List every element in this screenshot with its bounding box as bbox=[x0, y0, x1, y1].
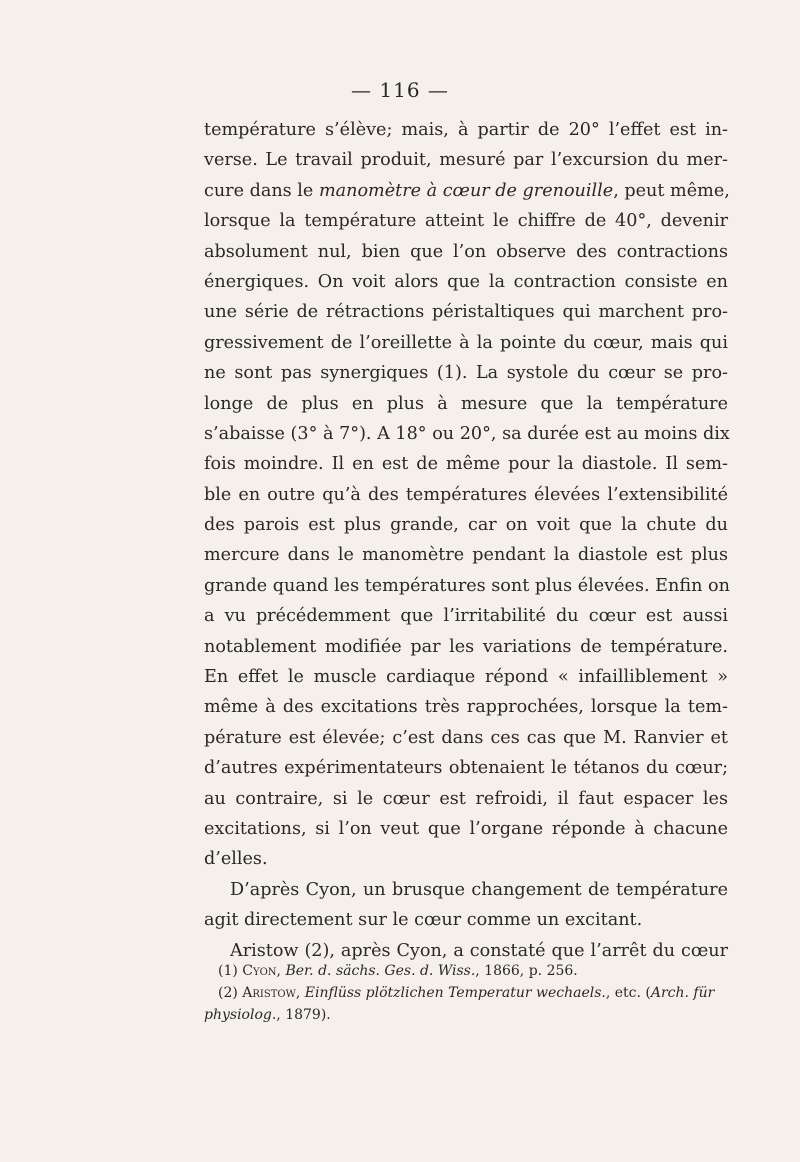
footnote-text: , 1866, p. 256. bbox=[475, 963, 578, 979]
footnote-number: (1) bbox=[218, 963, 243, 979]
text-line: des parois est plus grande, car on voit que la chute du bbox=[204, 515, 728, 536]
text-line: mercure dans le manomètre pendant la diastole est plus bbox=[204, 545, 728, 566]
text-line: même à des excitations très rapprochées, lorsque la tem- bbox=[204, 697, 728, 718]
text-line: lorsque la température atteint le chiffre de 40°, devenir bbox=[204, 211, 728, 232]
text-line: verse. Le travail produit, mesuré par l’excursion du mer- bbox=[204, 150, 728, 171]
text-line: longe de plus en plus à mesure que la température bbox=[204, 393, 728, 414]
text-line: agit directement sur le cœur comme un excitant. bbox=[204, 910, 643, 931]
footnote-text: , 1879). bbox=[276, 1007, 331, 1023]
footnote-journal: Arch. für bbox=[650, 985, 715, 1001]
footnote-journal: physiolog. bbox=[204, 1007, 277, 1023]
footnotes bbox=[204, 960, 732, 1026]
page-number: — 116 — bbox=[351, 78, 449, 102]
footnote-title: Einflüss plötzlichen Temperatur wechaels. bbox=[304, 985, 606, 1001]
footnote-text: , bbox=[276, 963, 286, 979]
text-line: température s’élève; mais, à partir de 20° l’effet est in- bbox=[204, 120, 728, 140]
footnote-author: Cyon bbox=[242, 963, 277, 979]
text-line: D’après Cyon, un brusque changement de température bbox=[230, 879, 728, 900]
italic-term: manomètre à cœur de grenouille bbox=[318, 180, 614, 201]
text-line: gressivement de l’oreillette à la pointe du cœur, mais qui bbox=[204, 332, 728, 353]
text-line: fois moindre. Il en est de même pour la diastole. Il sem- bbox=[204, 454, 728, 475]
text-line: ble en outre qu’à des températures élevées l’extensibilité bbox=[204, 484, 728, 505]
text-fragment: , peut même, bbox=[613, 180, 730, 201]
text-line: d’elles. bbox=[204, 849, 268, 870]
footnote-text: , bbox=[295, 985, 305, 1001]
text-line: absolument nul, bien que l’on observe des contractions bbox=[204, 241, 728, 262]
text-line: ne sont pas synergiques (1). La systole du cœur se pro- bbox=[204, 363, 728, 384]
footnote-1 bbox=[204, 960, 732, 982]
footnote-2-continued bbox=[204, 1004, 732, 1026]
text-line: une série de rétractions péristaltiques qui marchent pro- bbox=[204, 302, 728, 323]
footnote-author: Aristow bbox=[242, 985, 296, 1001]
text-fragment: cure dans le bbox=[204, 180, 319, 201]
text-line: pérature est élevée; c’est dans ces cas que M. Ranvier et bbox=[204, 727, 728, 748]
text-line: énergiques. On voit alors que la contraction consiste en bbox=[204, 271, 728, 292]
text-line: grande quand les températures sont plus élevées. Enfin on bbox=[204, 575, 730, 596]
text-line: excitations, si l’on veut que l’organe réponde à chacune bbox=[204, 818, 728, 839]
text-line: Aristow (2), après Cyon, a constaté que l’arrêt du cœur bbox=[230, 940, 728, 961]
body-text bbox=[204, 115, 728, 966]
text-line: s’abaisse (3° à 7°). A 18° ou 20°, sa durée est au moins dix bbox=[204, 423, 730, 444]
text-line bbox=[204, 176, 728, 206]
footnote-title: Ber. d. sächs. Ges. d. Wiss. bbox=[285, 963, 476, 979]
text-line: d’autres expérimentateurs obtenaient le tétanos du cœur; bbox=[204, 758, 728, 779]
text-line: au contraire, si le cœur est refroidi, il faut espacer les bbox=[204, 788, 728, 809]
text-line: a vu précédemment que l’irritabilité du cœur est aussi bbox=[204, 606, 728, 627]
footnote-number: (2) bbox=[218, 985, 243, 1001]
footnote-text: , etc. ( bbox=[605, 985, 651, 1001]
text-line: En effet le muscle cardiaque répond « infailliblement » bbox=[204, 667, 728, 688]
footnote-2 bbox=[204, 982, 732, 1004]
text-line: notablement modifiée par les variations de température. bbox=[204, 636, 728, 657]
